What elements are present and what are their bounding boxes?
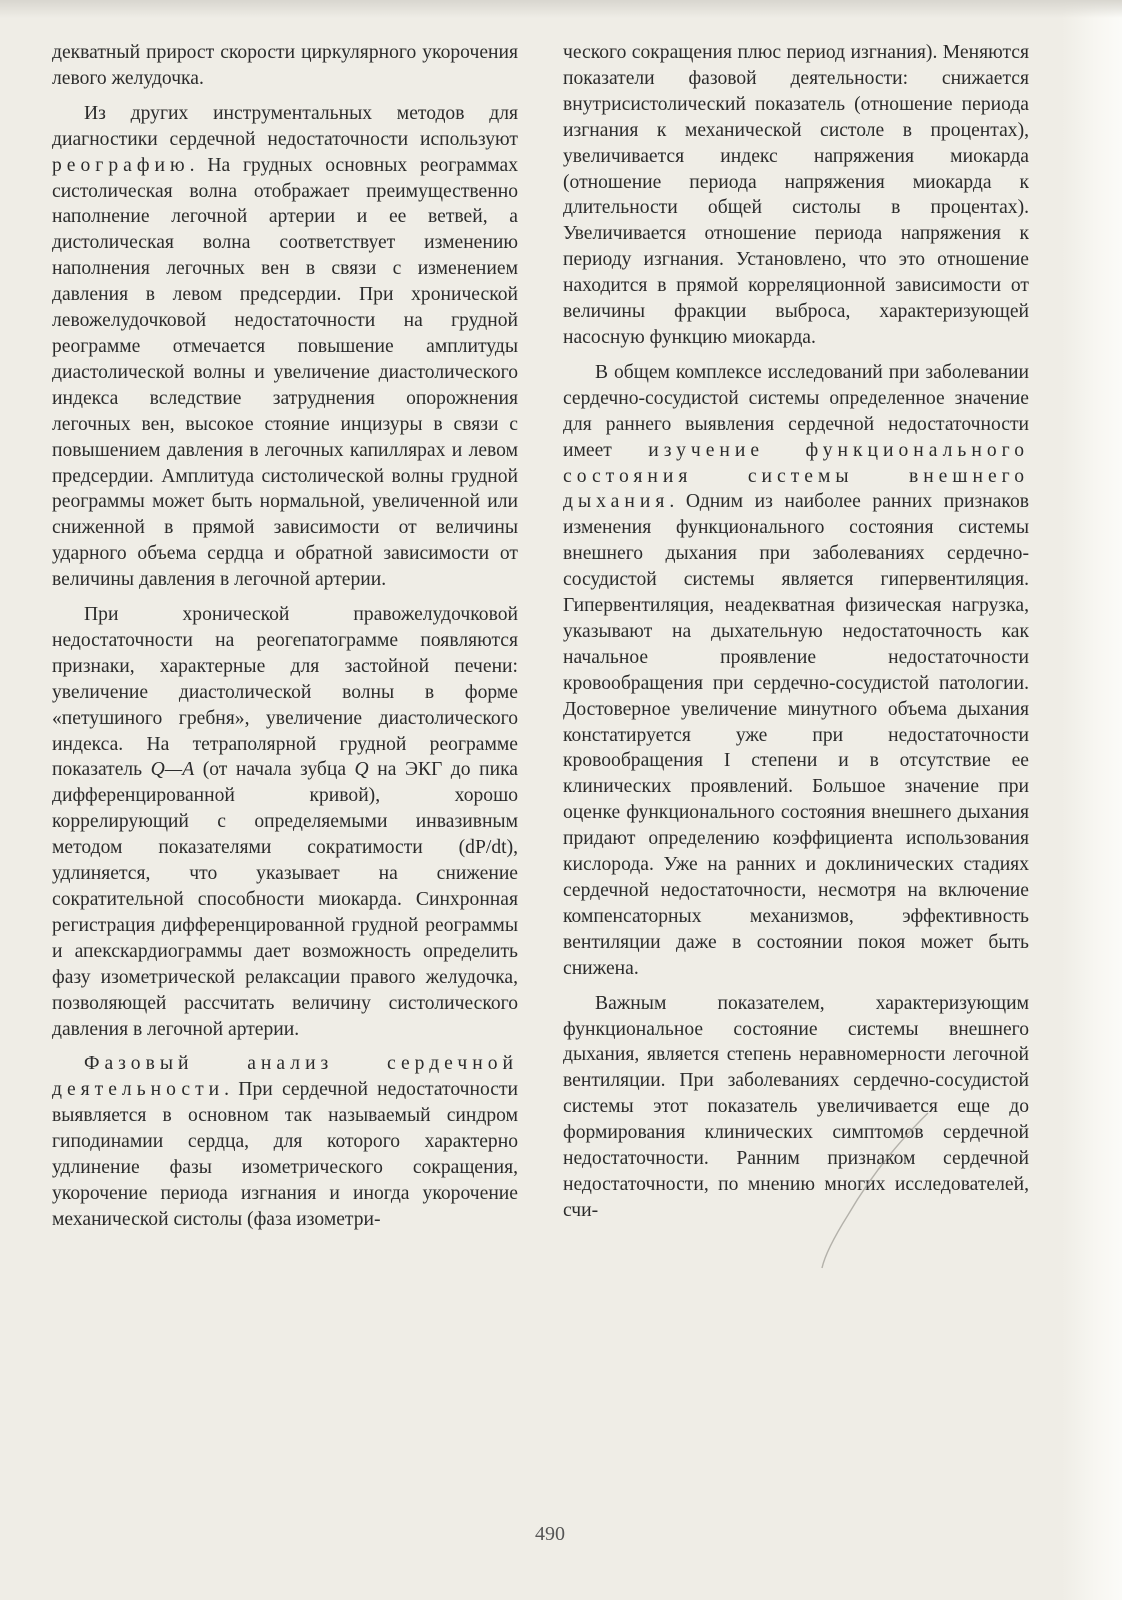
text-run: При хронической правожелудочковой недостаточности на реогепатограмме появляются признаки, характерные для застойной печени: увеличение диастолической волны в форме «петушиного гребня», увеличение диастолического индекса. На тетраполярной грудной реограмме показатель: [52, 604, 518, 781]
page-top-shadow: [0, 0, 1122, 18]
emphasized-spaced-text: изучение функционального состояния системы внешнего дыхания: [563, 439, 1029, 513]
paragraph: [52, 602, 518, 1042]
page-edge-shadow: [1062, 0, 1122, 1600]
paragraph: [52, 101, 518, 593]
paragraph: [52, 1051, 518, 1232]
italic-text: Q: [354, 759, 369, 781]
text-run: Из других инструментальных методов для диагностики сердечной недостаточности используют: [52, 102, 518, 150]
left-column: [52, 40, 518, 1233]
paragraph-continuation: декватный прирост скорости циркулярного укорочения левого желудочка.: [52, 42, 518, 89]
text-run: . При сердечной недостаточности выявляется в основном так называемый синдром гиподинамии сердца, для которого характерно удлинение фазы изометрического сокращения, укорочение периода изгнания и иногда укорочение механической систолы (фаза изометри-: [52, 1079, 518, 1230]
paragraph: [563, 991, 1029, 1224]
right-column: [563, 40, 1029, 1224]
page-number: 490: [535, 1523, 565, 1545]
text-run: В общем комплексе исследований при заболевании сердечно-сосудистой системы определенное значение для раннего выявления сердечной недостаточности имеет: [563, 361, 1029, 461]
text-run: Важным показателем, характеризующим функциональное состояние системы внешнего дыхания, является степень неравномерности легочной вентиляции. При заболеваниях сердечно-сосудистой системы этот показатель увеличивается еще до формирования клинических симптомов сердечной недостаточности. Ранним признаком сердечной недостаточности, по мнению многих исследователей, счи-: [563, 992, 1029, 1221]
text-run: на ЭКГ до пика дифференцированной кривой), хорошо коррелирующий с определяемыми инвазивным методом показателями сократимости (dP/dt), удлиняется, что указывает на снижение сократительной способности миокарда. Синхронная регистрация дифференцированной грудной реограммы и апекскардиограммы дает возможность определить фазу изометрической релаксации правого желудочка, позволяющей рассчитать величину систолического давления в легочной артерии.: [52, 759, 518, 1040]
emphasized-spaced-text: Фазовый анализ сердечной деятельности: [52, 1053, 518, 1101]
text-run: . На грудных основных реограммах систолическая волна отображает преимущественно наполнение легочной артерии и ее ветвей, а дистолическая волна соответствует изменению наполнения легочных вен в связи с изменением давления в левом предсердии. При хронической левожелудочковой недостаточности на грудной реограмме отмечается повышение амплитуды диастолической волны и увеличение диастолического индекса вследствие затруднения опорожнения легочных вен, высокое стояние инцизуры в связи с повышением давления в легочных капиллярах и левом предсердии. Амплитуда систолической волны грудной реограммы может быть нормальной, увеличенной или сниженной в прямой зависимости от величины ударного объема сердца и обратной зависимости от величины давления в легочной артерии.: [52, 154, 518, 591]
text-run: . Одним из наиболее ранних признаков изменения функционального состояния системы внешнего дыхания при заболеваниях сердечно-сосудистой системы является гипервентиляция. Гипервентиляция, неадекватная физическая нагрузка, указывают на дыхательную недостаточность как начальное проявление недостаточности кровообращения при сердечно-сосудистой патологии. Достоверное увеличение минутного объема дыхания констатируется уже при недостаточности кровообращения I степени и в отсутствие ее клинических проявлений. Большое значение при оценке функционального состояния внешнего дыхания придают определению коэффициента использования кислорода. Уже на ранних и доклинических стадиях сердечной недостаточности, несмотря на включение компенсаторных механизмов, эффективность вентиляции даже в состоянии покоя может быть снижена.: [563, 491, 1029, 979]
paragraph: [563, 360, 1029, 982]
text-run: (от начала зубца: [194, 759, 355, 781]
paragraph-continuation: ческого сокращения плюс период изгнания). Меняются показатели фазовой деятельности: снижается внутрисистолический показатель (отношение периода изгнания к механической систоле в процентах), увеличивается индекс напряжения миокарда (отношение периода напряжения миокарда к длительности общей систолы в процентах). Увеличивается отношение периода напряжения к периоду изгнания. Установлено, что это отношение находится в прямой корреляционной зависимости от величины фракции выброса, характеризующей насосную функцию миокарда.: [563, 42, 1029, 348]
italic-text: Q—A: [150, 759, 195, 781]
emphasized-spaced-text: реографию: [52, 154, 190, 176]
